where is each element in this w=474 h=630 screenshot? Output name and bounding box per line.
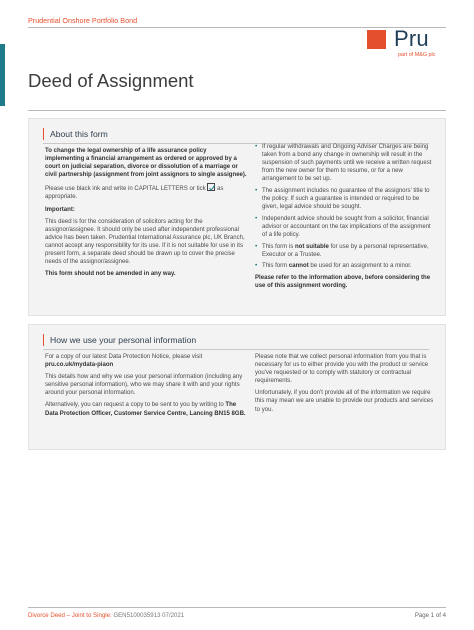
footer-divider bbox=[28, 607, 446, 608]
not-amended-note: This form should not be amended in any way. bbox=[45, 271, 176, 278]
bullet-text: The assignment includes no guarantee of the assignors' title to the policy. If such a guarantee is intended or required to be given, legal advice should be sought. bbox=[262, 187, 430, 211]
privacy-left-column bbox=[45, 353, 247, 422]
ink-instruction-after: as appropriate. bbox=[45, 186, 224, 201]
footer-doc-name: Divorce Deed – Joint to Single: bbox=[28, 612, 112, 619]
page-title: Deed of Assignment bbox=[28, 70, 194, 91]
logo-square-icon bbox=[367, 30, 386, 49]
privacy-section bbox=[28, 324, 446, 450]
bullet-icon: • bbox=[255, 242, 258, 250]
bullet-icon: • bbox=[255, 262, 258, 270]
page-number: Page 1 of 4 bbox=[414, 612, 446, 619]
refer-note: Please refer to the information above, before considering the use of this assignment wording. bbox=[255, 274, 431, 289]
about-right-column bbox=[255, 143, 435, 294]
ink-instruction bbox=[45, 183, 247, 201]
header-divider bbox=[28, 27, 446, 28]
bullet-icon: • bbox=[255, 143, 258, 150]
list-item bbox=[255, 262, 435, 270]
footer-document-ref bbox=[28, 612, 184, 619]
about-bullet-list bbox=[255, 143, 435, 270]
tick-box-icon bbox=[207, 183, 215, 191]
privacy-details-text: This details how and why we use your personal information (including any sensitive personal information), who we may share it with and your rights around your personal information. bbox=[45, 374, 243, 397]
privacy-collect-text: Please note that we collect personal information from you that is necessary for us to either provide you with the product or service you've requested or to comply with statutory or contractual requirements. bbox=[255, 354, 429, 385]
list-item bbox=[255, 187, 435, 211]
important-label: Important: bbox=[45, 206, 75, 213]
list-item bbox=[255, 215, 435, 239]
important-text: This deed is for the consideration of solicitors acting for the assignor/assignee. It should only be used after independent professional advice has been taken. Prudential International Assurance plc, UK Branch, cannot accept any responsibility for its use. If it is not suitable for use in its present form, a separate deed should be drawn up to cover the precise needs of the assignor/assignee. bbox=[45, 218, 245, 266]
bullet-text: If regular withdrawals and Ongoing Adviser Charges are being taken from a bond any change in ownership will result in the suspension of such payments until we receive a written request from the new owner for them to resume, or for a new arrangement to be set up. bbox=[262, 144, 432, 183]
list-item bbox=[255, 243, 435, 259]
bullet-icon: • bbox=[255, 214, 258, 222]
privacy-unable-text: Unfortunately, if you don't provide all of the information we require this may mean we are unable to provide our products and services to you. bbox=[255, 390, 434, 413]
bullet-emphasis: not suitable bbox=[294, 243, 329, 250]
privacy-right-column bbox=[255, 353, 435, 418]
bullet-text: be used for an assignment to a minor. bbox=[310, 263, 412, 270]
pru-logo bbox=[367, 26, 451, 62]
privacy-notice-text: For a copy of our latest Data Protection Notice, please visit bbox=[45, 354, 203, 360]
accent-strip bbox=[0, 44, 5, 106]
logo-subtitle: part of M&G plc bbox=[398, 52, 436, 58]
bullet-text: This form bbox=[262, 263, 288, 270]
about-heading: About this form bbox=[43, 128, 108, 140]
about-left-column bbox=[45, 147, 247, 282]
bullet-text: for use by a personal representative, Executor or a Trustee. bbox=[262, 243, 429, 258]
privacy-heading: How we use your personal information bbox=[43, 334, 196, 346]
footer-doc-code: GEN5100035913 07/2021 bbox=[113, 612, 185, 619]
bullet-text: This form is bbox=[262, 243, 294, 250]
ink-instruction-before: Please use black ink and write in CAPITAL LETTERS or tick bbox=[45, 186, 206, 193]
privacy-request-text: Alternatively, you can request a copy to be sent to you by writing to bbox=[45, 402, 224, 409]
title-divider bbox=[28, 110, 446, 111]
bullet-emphasis: cannot bbox=[288, 263, 309, 270]
privacy-divider bbox=[43, 349, 429, 350]
list-item bbox=[255, 143, 435, 183]
about-intro: To change the legal ownership of a life assurance policy implementing a financial arrangement as ordered or approved by a court on judicial separation, divorce or dissolution of a marriage or civil partnership (assignment from joint assignors to single assignee). bbox=[45, 148, 247, 179]
logo-wordmark: Pru bbox=[394, 26, 429, 51]
privacy-link[interactable]: pru.co.uk/mydata-piaon bbox=[45, 362, 114, 369]
bullet-text: Independent advice should be sought from a solicitor, financial advisor or accountant on the tax implications of the assignment of a life policy. bbox=[262, 215, 431, 238]
privacy-address: The Data Protection Officer, Customer Service Centre, Lancing BN15 8GB. bbox=[45, 402, 246, 417]
product-name: Prudential Onshore Portfolio Bond bbox=[28, 16, 138, 25]
about-section bbox=[28, 118, 446, 316]
bullet-icon: • bbox=[255, 186, 258, 194]
